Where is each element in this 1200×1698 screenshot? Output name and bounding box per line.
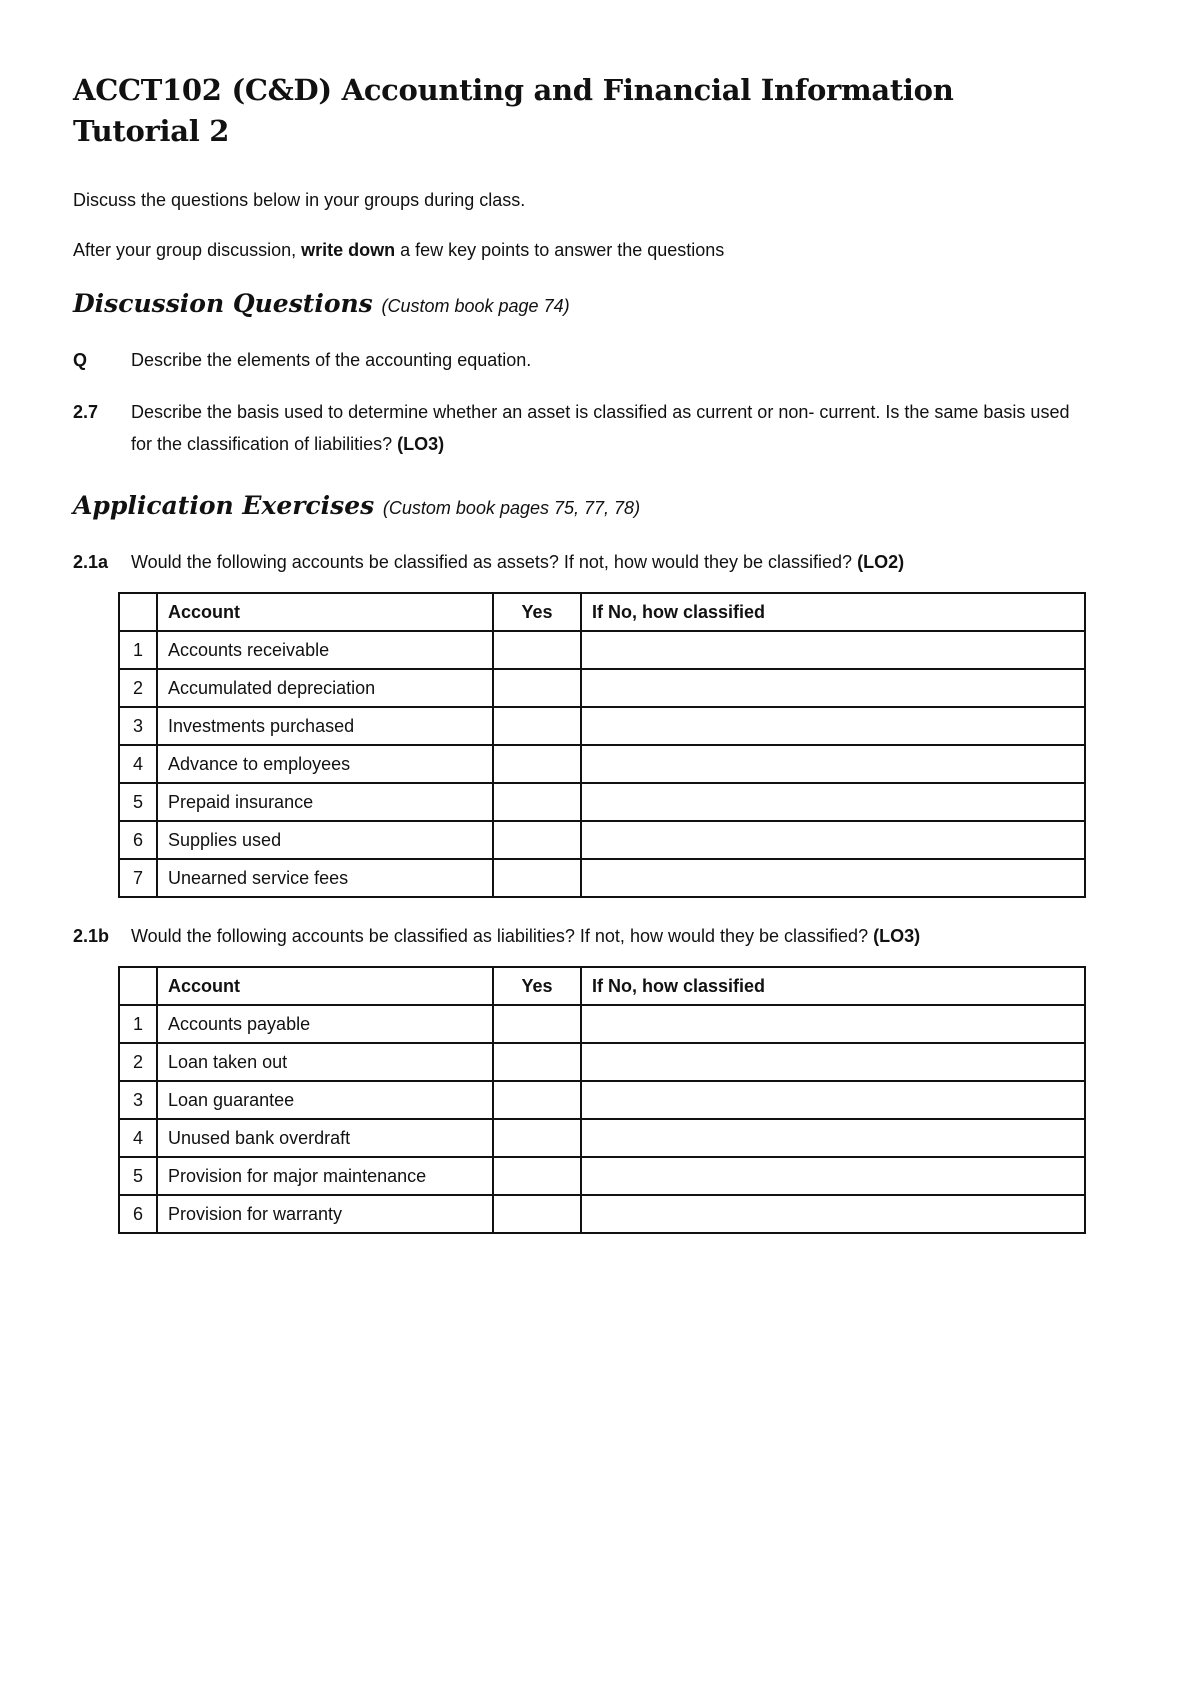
row-number: 5 [119,1157,157,1195]
row-number: 2 [119,1043,157,1081]
learning-outcome: (LO3) [397,434,445,454]
table-row [119,821,1085,859]
row-number: 6 [119,821,157,859]
assets-table [118,592,1086,898]
row-number: 3 [119,1081,157,1119]
exercise-number: 2.1a [73,552,109,572]
intro-line-2: After your group discussion, write down a few key points to answer the questions [73,240,725,260]
classification-answer-cell[interactable] [581,859,1085,897]
account-cell: Unused bank overdraft [157,1119,493,1157]
table-row [119,1195,1085,1233]
yes-answer-cell[interactable] [493,631,581,669]
exercise-number: 2.1b [73,926,110,946]
classification-answer-cell[interactable] [581,1119,1085,1157]
classification-header: If No, how classified [581,967,1085,1005]
question-text: Describe the elements of the accounting equation. [131,350,532,370]
table-row [119,669,1085,707]
yes-answer-cell[interactable] [493,1195,581,1233]
account-cell: Accumulated depreciation [157,669,493,707]
tutorial-title: Tutorial 2 [73,114,230,148]
question-text: Describe the basis used to determine whether an asset is classified as current or non- current. Is the same basis used for the classification of liabilities? (LO3) [131,402,1070,454]
yes-answer-cell[interactable] [493,1043,581,1081]
account-header: Account [157,967,493,1005]
page-title [73,70,1093,152]
row-number: 4 [119,745,157,783]
table-row [119,859,1085,897]
intro-line-1: Discuss the questions below in your groups during class. [73,190,526,210]
table-row [119,707,1085,745]
row-number: 5 [119,783,157,821]
account-cell: Investments purchased [157,707,493,745]
classification-answer-cell[interactable] [581,745,1085,783]
account-header: Account [157,593,493,631]
table-header-row [119,967,1085,1005]
discussion-heading: Discussion Questions (Custom book page 74) [73,289,570,318]
row-number: 1 [119,1005,157,1043]
table-row [119,1081,1085,1119]
table-row [119,1157,1085,1195]
table-row [119,783,1085,821]
account-cell: Provision for warranty [157,1195,493,1233]
yes-answer-cell[interactable] [493,821,581,859]
yes-answer-cell[interactable] [493,1157,581,1195]
exercise-prompt [73,546,1093,578]
yes-answer-cell[interactable] [493,859,581,897]
document-page [73,70,1093,1234]
classification-answer-cell[interactable] [581,669,1085,707]
yes-header: Yes [493,593,581,631]
account-cell: Supplies used [157,821,493,859]
application-heading: Application Exercises (Custom book pages 75, 77, 78) [73,491,641,520]
question-item [73,396,1093,460]
table-row [119,745,1085,783]
learning-outcome: (LO3) [873,926,921,946]
row-number: 6 [119,1195,157,1233]
classification-answer-cell[interactable] [581,707,1085,745]
account-cell: Advance to employees [157,745,493,783]
table-row [119,1119,1085,1157]
discussion-subheading: (Custom book page 74) [381,296,570,316]
row-number: 2 [119,669,157,707]
yes-header: Yes [493,967,581,1005]
table-row [119,1005,1085,1043]
yes-answer-cell[interactable] [493,1081,581,1119]
exercise-prompt [73,920,1093,952]
classification-answer-cell[interactable] [581,631,1085,669]
liabilities-table [118,966,1086,1234]
classification-header: If No, how classified [581,593,1085,631]
row-number-header [119,967,157,1005]
classification-answer-cell[interactable] [581,821,1085,859]
account-cell: Prepaid insurance [157,783,493,821]
table-header-row [119,593,1085,631]
yes-answer-cell[interactable] [493,669,581,707]
row-number: 4 [119,1119,157,1157]
yes-answer-cell[interactable] [493,707,581,745]
account-cell: Loan guarantee [157,1081,493,1119]
classification-answer-cell[interactable] [581,1005,1085,1043]
yes-answer-cell[interactable] [493,745,581,783]
row-number-header [119,593,157,631]
row-number: 3 [119,707,157,745]
classification-answer-cell[interactable] [581,1081,1085,1119]
question-number: Q [73,350,88,370]
account-cell: Loan taken out [157,1043,493,1081]
account-cell: Provision for major maintenance [157,1157,493,1195]
exercise-text: Would the following accounts be classified as assets? If not, how would they be classified? (LO2) [131,552,905,572]
learning-outcome: (LO2) [857,552,905,572]
yes-answer-cell[interactable] [493,1119,581,1157]
classification-answer-cell[interactable] [581,1195,1085,1233]
question-item [73,344,1093,376]
table-row [119,631,1085,669]
classification-answer-cell[interactable] [581,783,1085,821]
table-row [119,1043,1085,1081]
account-cell: Accounts payable [157,1005,493,1043]
classification-answer-cell[interactable] [581,1157,1085,1195]
intro-emphasis: write down [301,240,396,260]
row-number: 1 [119,631,157,669]
classification-answer-cell[interactable] [581,1043,1085,1081]
account-cell: Accounts receivable [157,631,493,669]
yes-answer-cell[interactable] [493,1005,581,1043]
exercise-text: Would the following accounts be classified as liabilities? If not, how would they be classified? (LO3) [131,926,921,946]
yes-answer-cell[interactable] [493,783,581,821]
course-title: ACCT102 (C&D) Accounting and Financial Information [73,73,954,107]
row-number: 7 [119,859,157,897]
account-cell: Unearned service fees [157,859,493,897]
application-subheading: (Custom book pages 75, 77, 78) [382,498,641,518]
question-number: 2.7 [73,402,99,422]
